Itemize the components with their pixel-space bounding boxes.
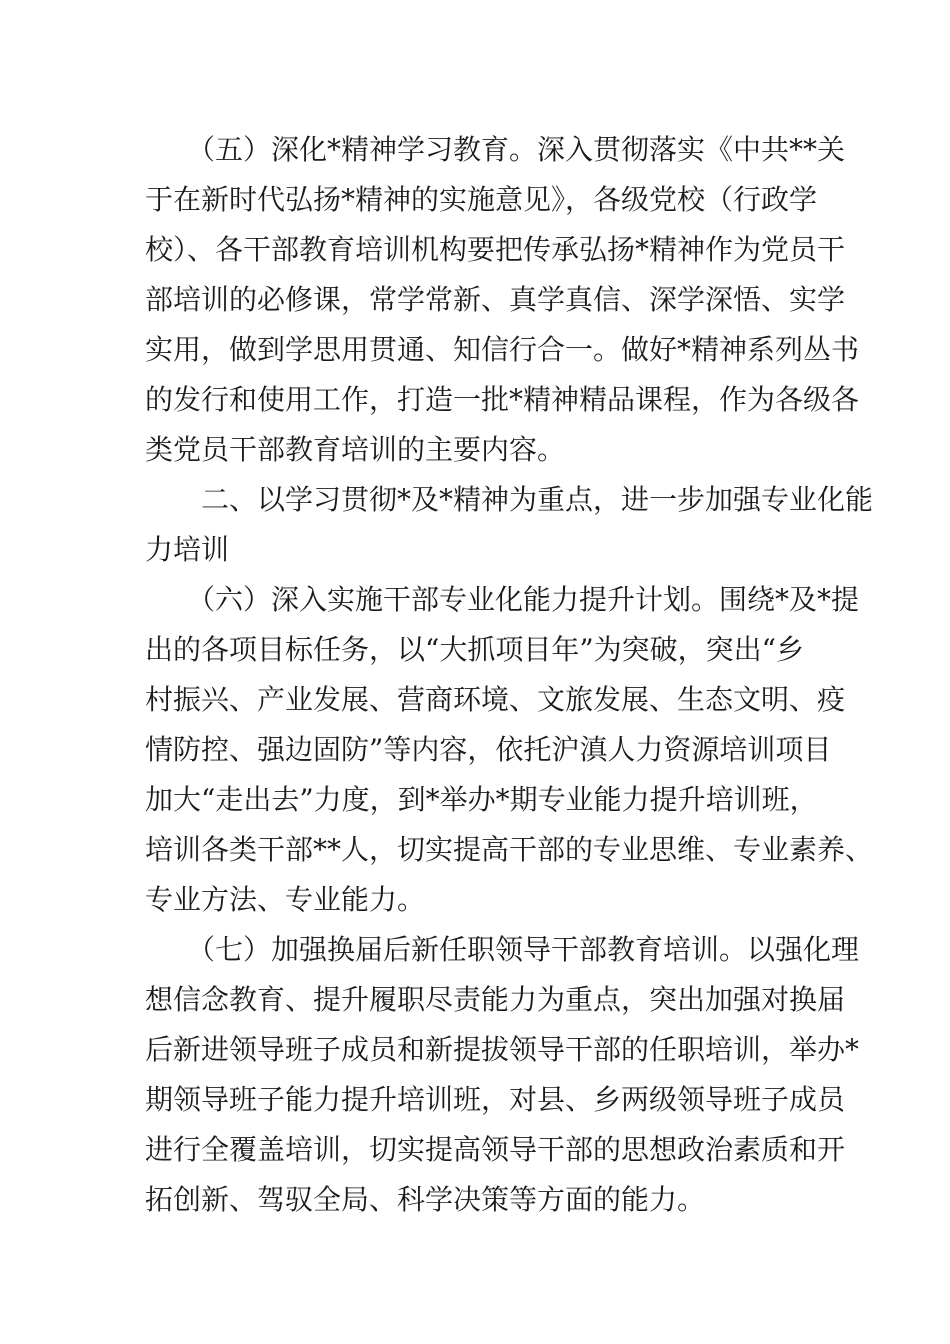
text-line: 期领导班子能力提升培训班，对县、乡两级领导班子成员	[145, 1083, 846, 1116]
text-line: 进行全覆盖培训，切实提高领导干部的思想政治素质和开	[145, 1133, 846, 1166]
text-line: （七）加强换届后新任职领导干部教育培训。以强化理	[145, 933, 860, 966]
text-line: 培训各类干部**人，切实提高干部的专业思维、专业素养、	[145, 833, 874, 866]
text-line: （五）深化*精神学习教育。深入贯彻落实《中共**关	[145, 133, 846, 166]
text-line: 想信念教育、提升履职尽责能力为重点，突出加强对换届	[145, 983, 846, 1016]
text-line: 村振兴、产业发展、营商环境、文旅发展、生态文明、疫	[145, 683, 846, 716]
text-line: 校）、各干部教育培训机构要把传承弘扬*精神作为党员干	[145, 233, 846, 266]
text-line: 实用，做到学思用贯通、知信行合一。做好*精神系列丛书	[145, 333, 860, 366]
text-line: 情防控、强边固防”等内容，依托沪滇人力资源培训项目	[145, 733, 832, 766]
section-heading: 二、以学习贯彻*及*精神为重点，进一步加强专业化能	[145, 483, 874, 516]
text-line: 类党员干部教育培训的主要内容。	[145, 433, 566, 466]
text-line: 拓创新、驾驭全局、科学决策等方面的能力。	[145, 1183, 706, 1216]
text-line: 出的各项目标任务，以“大抓项目年”为突破，突出“乡	[145, 633, 804, 666]
section-heading: 力培训	[145, 533, 230, 566]
text-line: （六）深入实施干部专业化能力提升计划。围绕*及*提	[145, 583, 860, 616]
text-line: 部培训的必修课，常学常新、真学真信、深学深悟、实学	[145, 283, 846, 316]
text-line: 的发行和使用工作，打造一批*精神精品课程，作为各级各	[145, 383, 860, 416]
text-line: 后新进领导班子成员和新提拔领导干部的任职培训，举办*	[145, 1033, 860, 1066]
text-line: 于在新时代弘扬*精神的实施意见》，各级党校（行政学	[145, 183, 818, 216]
text-line: 专业方法、专业能力。	[145, 883, 426, 916]
text-line: 加大“走出去”力度，到*举办*期专业能力提升培训班，	[145, 783, 818, 816]
